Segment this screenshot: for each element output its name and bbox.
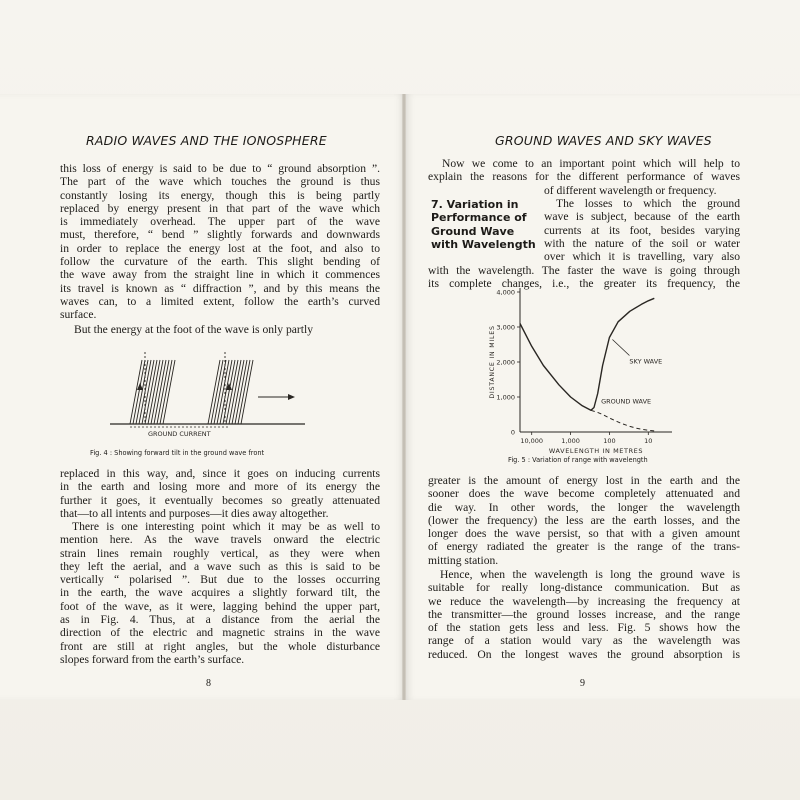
y-tick-label: 1,000 <box>496 393 515 402</box>
text-line: vertically “ polarised ”. But due to the losses occurring <box>60 573 380 587</box>
text-line: follow the curvature of the earth. This slight bending of <box>60 255 380 269</box>
text-line: its travel is known as “ diffraction ”, and by this means the <box>60 281 380 295</box>
text-line: its complete changes, i.e., the greater its frequency, the <box>428 277 740 291</box>
text-line: waves can, to a limited extent, follow the earth’s curved <box>60 294 380 308</box>
heading-line: Performance of <box>431 211 527 225</box>
figure-5-caption: Fig. 5 : Variation of range with wavelength <box>508 456 648 464</box>
y-tick-label: 3,000 <box>496 323 515 332</box>
x-tick-label: 100 <box>603 437 616 445</box>
text-line: of the station gets less and less. Fig. 5 shows how the <box>428 621 740 635</box>
text-line: mention here. As the wave travels onward the electric <box>60 533 380 547</box>
text-line: But the energy at the foot of the wave is only partly <box>74 323 314 336</box>
text-line: The losses to which the ground <box>556 197 740 210</box>
text-line: we reduce the wavelength—by increasing the frequency at <box>428 594 740 608</box>
section-7-heading <box>431 198 536 251</box>
text-line: surface. <box>60 308 97 322</box>
text-line: wave is subject, because of the earth <box>544 210 740 224</box>
text-line: of energy radiated the greater is the range of the trans- <box>428 540 740 554</box>
y-tick-label: 4,000 <box>496 288 515 297</box>
text-line: over which it is travelling, vary also <box>544 250 740 264</box>
x-tick-label: 10 <box>644 437 653 445</box>
y-tick-label: 2,000 <box>496 358 515 367</box>
text-line: in the earth, the wave acquires a slightly forward tilt, the <box>60 586 380 600</box>
left-paragraph-3 <box>60 467 380 520</box>
right-running-head: GROUND WAVES AND SKY WAVES <box>495 133 712 148</box>
sky-wave-leader <box>612 340 629 356</box>
text-line: greater is the amount of energy lost in the earth and the <box>428 474 740 487</box>
right-paragraph-3 <box>428 568 740 661</box>
left-page-number: 8 <box>206 678 211 689</box>
text-line: in order to replace the energy lost at the foot, and also to <box>60 241 380 255</box>
text-line: they left the aerial, and a wave such as this is said to be <box>60 559 380 573</box>
y-origin-label: 0 <box>510 428 515 437</box>
text-line: Hence, when the wavelength is long the ground wave is <box>440 568 740 581</box>
left-running-head: RADIO WAVES AND THE IONOSPHERE <box>86 133 327 148</box>
heading-line: with Wavelength <box>431 237 536 251</box>
text-line: strain lines remain roughly vertical, as they were when <box>60 546 380 560</box>
left-paragraph-1 <box>60 162 380 322</box>
text-line: The part of the wave which touches the ground is thus <box>60 175 380 189</box>
text-line: front are still at right angles, but the whole disturbance <box>60 639 380 653</box>
text-line: must, therefore, “ bend ” slightly forwards and downwards <box>60 228 380 242</box>
text-line: direction of the electric and magnetic strains in the wave <box>60 626 380 640</box>
text-line: is immediately overhead. The upper part of the wave <box>60 215 380 229</box>
text-line: There is one interesting point which it may be as well to <box>72 520 380 533</box>
section-7-side-text <box>544 197 740 263</box>
sky-wave-line <box>520 298 654 410</box>
text-line: reduced. On the longest waves the ground absorption is <box>428 647 740 661</box>
text-line: that—to all intents and purposes—it dies away altogether. <box>60 506 329 520</box>
text-line: with the wavelength. The faster the wave is going through <box>428 264 740 277</box>
left-paragraph-4 <box>60 520 380 666</box>
arrow-right-icon <box>288 394 295 400</box>
heading-line: 7. Variation in <box>431 198 519 211</box>
sky-wave-label: SKY WAVE <box>629 357 663 366</box>
text-line: currents at its foot, besides varying <box>544 223 740 237</box>
ground-wave-line <box>591 410 654 431</box>
heading-line: Ground Wave <box>431 224 515 238</box>
left-paragraph-2 <box>74 323 380 336</box>
text-line: of different wavelength or frequency. <box>544 183 717 197</box>
x-tick-label: 1,000 <box>561 437 580 445</box>
text-line: suitable for really long-distance communication. But as <box>428 581 740 595</box>
x-tick-label: 10,000 <box>520 437 544 445</box>
ground-wave-label: GROUND WAVE <box>601 397 652 406</box>
text-line: foot of the wave, as it were, lagging behind the upper part, <box>60 599 380 613</box>
text-line: die way. In other words, the longer the wavelength <box>428 500 740 514</box>
text-line: slopes forward from the earth’s surface. <box>60 652 245 666</box>
x-axis-label: WAVELENGTH IN METRES <box>548 447 644 455</box>
text-line: range of a station would vary as the wavelength was <box>428 634 740 648</box>
text-line: (lower the frequency) the less are the earth losses, and the <box>428 513 740 527</box>
text-line: further it goes, it eventually becomes so greatly attenuated <box>60 493 380 507</box>
figure-5-chart <box>470 282 700 460</box>
text-line: replaced by energy present in that part of the wave which <box>60 201 380 215</box>
right-intro-paragraph <box>428 157 740 197</box>
text-line: the wave away from the straight line in which it commences <box>60 268 380 282</box>
text-line: Now we come to an important point which will help to <box>442 157 740 170</box>
text-line: with the nature of the soil or water <box>544 236 740 250</box>
text-line: this loss of energy is said to be due to “ ground absorption ”. <box>60 162 380 175</box>
text-line: replaced in this way, and, since it goes on inducing currents <box>60 467 380 480</box>
text-line: sooner does the wave become completely attenuated and <box>428 487 740 501</box>
text-line: in the earth and losing more and more of its energy the <box>60 480 380 494</box>
figure-4-diagram <box>90 342 390 447</box>
right-paragraph-2 <box>428 474 740 567</box>
text-line: constantly losing its energy, though this is being partly <box>60 188 380 202</box>
right-page-number: 9 <box>580 678 585 689</box>
ground-current-label: GROUND CURRENT <box>148 430 211 438</box>
text-line: as in Fig. 4. Thus, at a distance from the aerial the <box>60 613 380 627</box>
book-gutter <box>402 94 406 700</box>
figure-4-caption: Fig. 4 : Showing forward tilt in the ground wave front <box>90 449 265 457</box>
text-line: mitting station. <box>428 553 499 567</box>
text-line: the transmitter—the ground losses increase, and the range <box>428 607 740 621</box>
text-line: explain the reasons for the different performance of waves <box>428 170 740 184</box>
y-axis-label: DISTANCE IN MILES <box>489 325 496 399</box>
text-line: longer does the wave persist, so that with a given amount <box>428 527 740 541</box>
